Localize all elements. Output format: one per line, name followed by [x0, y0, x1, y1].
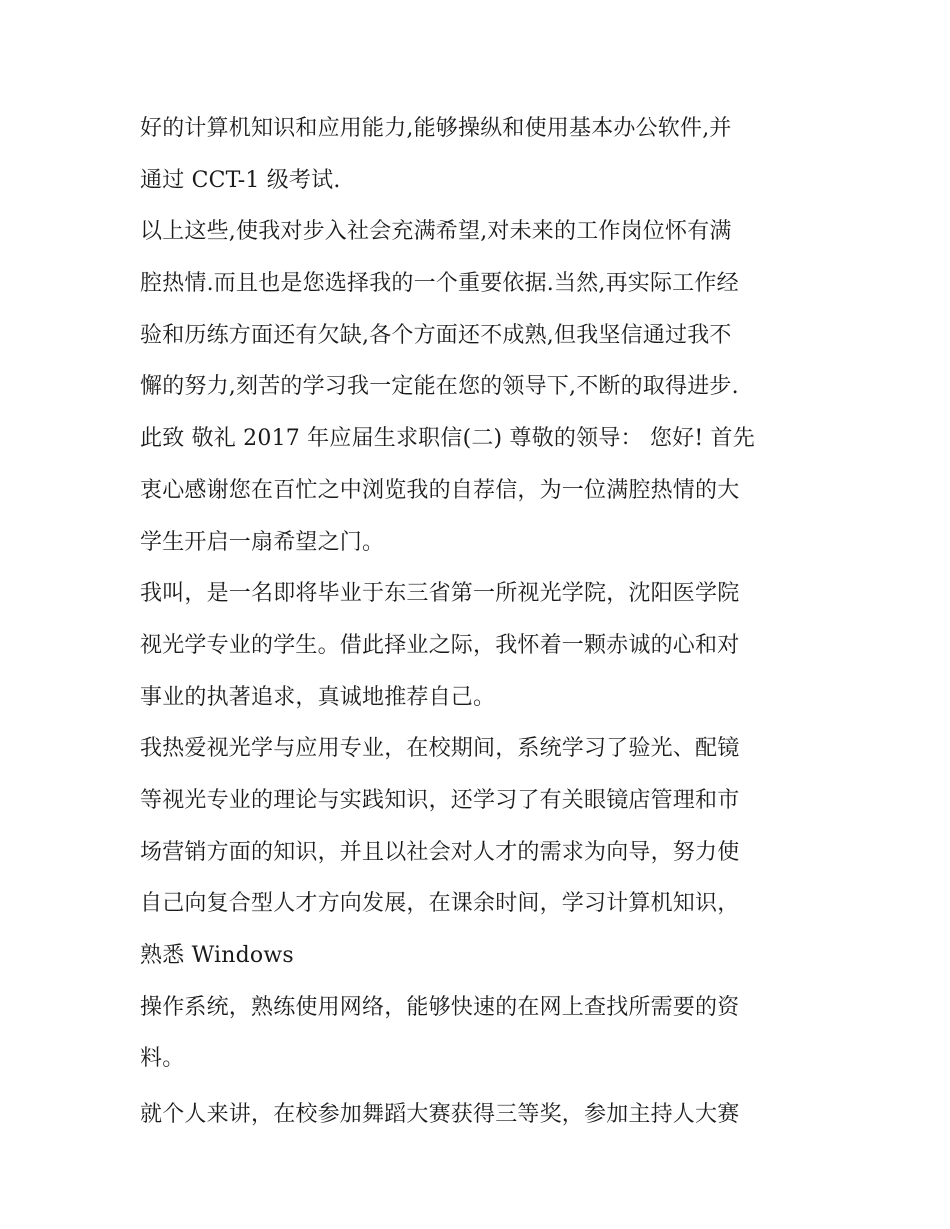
text-line: 以上这些,使我对步入社会充满希望,对未来的工作岗位怀有满 [140, 219, 732, 245]
text-line: 腔热情.而且也是您选择我的一个重要依据.当然,再实际工作经 [140, 271, 739, 297]
text-line: 我叫，是一名即将毕业于东三省第一所视光学院，沈阳医学院 [140, 581, 740, 607]
text-line: 自己向复合型人才方向发展，在课余时间，学习计算机知识， [140, 891, 740, 917]
text-line: 此致 敬礼 2017 年应届生求职信(二) 尊敬的领导： 您好! 首先 [140, 426, 755, 452]
text-line: 就个人来讲，在校参加舞蹈大赛获得三等奖，参加主持人大赛 [140, 1102, 740, 1128]
text-line: 熟悉 Windows [140, 943, 294, 968]
document-body [140, 103, 820, 1141]
text-line: 懈的努力,刻苦的学习我一定能在您的领导下,不断的取得进步. [140, 374, 739, 400]
text-line: 场营销方面的知识，并且以社会对人才的需求为向导，努力使 [140, 839, 740, 865]
text-line: 我热爱视光学与应用专业，在校期间，系统学习了验光、配镜 [140, 736, 740, 762]
text-line: 通过 CCT-1 级考试. [140, 167, 341, 193]
text-line: 事业的执著追求，真诚地推荐自己。 [140, 684, 496, 710]
text-line: 学生开启一扇希望之门。 [140, 529, 385, 555]
text-line: 料。 [140, 1046, 185, 1072]
text-line: 等视光专业的理论与实践知识，还学习了有关眼镜店管理和市 [140, 787, 740, 813]
text-line: 操作系统，熟练使用网络，能够快速的在网上查找所需要的资 [140, 994, 740, 1020]
text-line: 好的计算机知识和应用能力,能够操纵和使用基本办公软件,并 [140, 116, 732, 141]
text-line: 衷心感谢您在百忙之中浏览我的自荐信，为一位满腔热情的大 [140, 477, 740, 503]
text-line: 视光学专业的学生。借此择业之际，我怀着一颗赤诚的心和对 [140, 632, 740, 658]
text-line: 验和历练方面还有欠缺,各个方面还不成熟,但我坚信通过我不 [140, 322, 732, 348]
